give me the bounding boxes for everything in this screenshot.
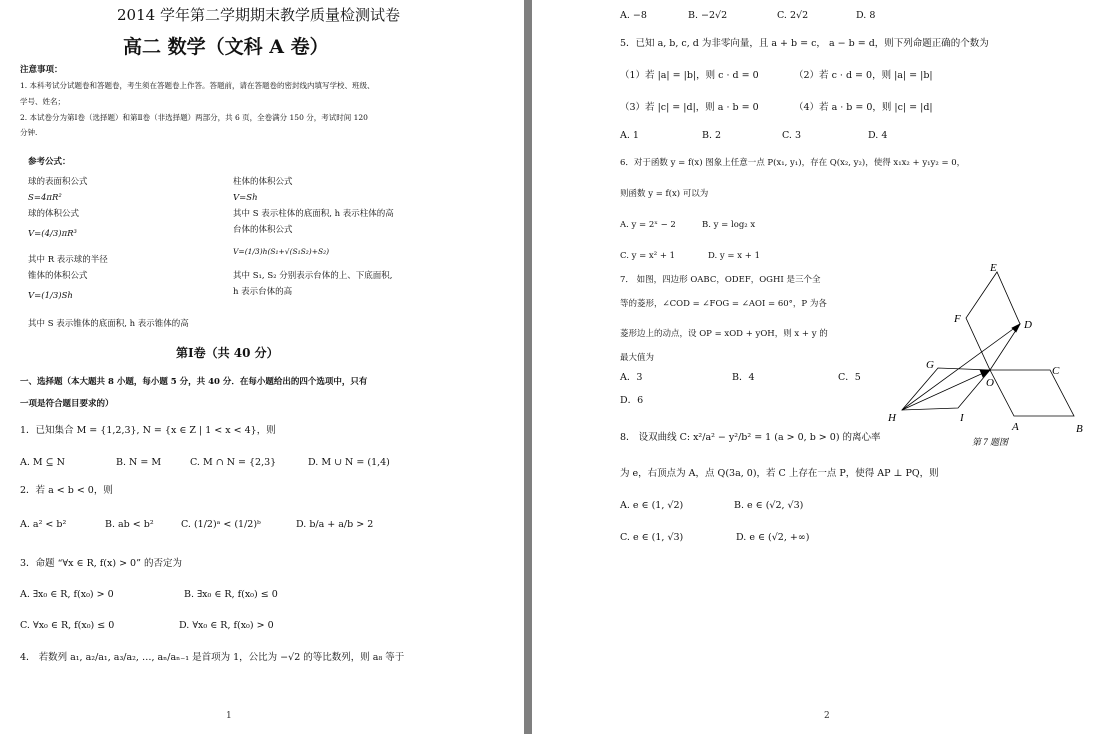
formula-left: 球的表面积公式 <box>28 177 88 187</box>
figure-label-f: F <box>954 313 961 325</box>
q7-option-a: A．3 <box>620 372 643 383</box>
q1-option-d: D. M ∪ N = (1,4) <box>308 457 390 468</box>
q5-stem: 5．已知 a, b, c, d 为非零向量，且 a + b = c， a − b = d，则下列命题正确的个数为 <box>620 38 989 49</box>
q6-option-b: B. y = log₂ x <box>702 220 756 230</box>
page-2 <box>532 0 1094 734</box>
formula-right: 柱体的体积公式 <box>233 177 293 187</box>
q2-option-b: B. ab < b² <box>105 519 154 530</box>
q8-option-c: C. e ∈ (1, √3) <box>620 532 684 543</box>
q7-figure <box>880 258 1092 458</box>
q7-option-b: B．4 <box>732 372 755 383</box>
q2-option-d: D. b/a + a/b > 2 <box>296 519 374 530</box>
formula-right: 其中 S 表示柱体的底面积, h 表示柱体的高 <box>233 209 394 219</box>
q7-option-c: C．5 <box>838 372 861 383</box>
formula-left: S=4πR² <box>28 193 62 203</box>
note-line: 学号、姓名； <box>20 97 65 106</box>
q6-option-a: A. y = 2ˣ − 2 <box>620 220 676 230</box>
q8-option-d: D. e ∈ (√2, +∞) <box>736 532 810 543</box>
note-line: 2. 本试卷分为第Ⅰ卷（选择题）和第Ⅱ卷（非选择题）两部分，共 6 页，全卷满分 150 分，考试时间 120 <box>20 113 368 122</box>
q4-option-a: A. −8 <box>620 10 647 21</box>
q8-stem: 为 e，右顶点为 A，点 Q(3a, 0)，若 C 上存在一点 P，使得 AP ⊥ PQ，则 <box>620 468 939 479</box>
formula-left: 球的体积公式 <box>28 209 80 219</box>
figure-label-c: C <box>1052 365 1060 377</box>
formula-left: V=(4/3)πR³ <box>28 229 77 239</box>
figure-label-g: G <box>926 359 934 371</box>
formula-right: V=Sh <box>233 193 258 203</box>
note-line: 1. 本科考试分试题卷和答题卷，考生须在答题卷上作答。答题前，请在答题卷的密封线内填写学校、班级、 <box>20 81 375 90</box>
figure-label-h: H <box>888 412 896 424</box>
formula-right: V=(1/3)h(S₁+√(S₁S₂)+S₂) <box>233 247 330 256</box>
q6-option-c: C. y = x² + 1 <box>620 251 676 261</box>
q6-stem: 6．对于函数 y = f(x) 图象上任意一点 P(x₁, y₁)，存在 Q(x₂, y₂)，使得 x₁x₂ + y₁y₂ = 0， <box>620 158 966 168</box>
exam-title: 2014 学年第二学期期末教学质量检测试卷 <box>117 6 400 24</box>
figure-caption: 第 7 题图 <box>972 437 1009 447</box>
subject-title: 高二 数学（文科 A 卷） <box>123 36 329 58</box>
q3-option-b: B. ∃x₀ ∈ R, f(x₀) ≤ 0 <box>184 589 278 600</box>
q5-prop: （2）若 c · d = 0，则 |a| = |b| <box>794 70 933 81</box>
notes-heading: 注意事项： <box>20 65 63 75</box>
q5-prop: （1）若 |a| = |b|，则 c · d = 0 <box>620 70 759 81</box>
q2-option-a: A. a² < b² <box>20 519 67 530</box>
q7-stem: 7． 如图，四边形 OABC，ODEF，OGHI 是三个全 <box>620 275 821 285</box>
formula-left: V=(1/3)Sh <box>28 291 73 301</box>
q1-stem: 1．已知集合 M = {1,2,3}, N = {x ∈ Z | 1 < x < 4}，则 <box>20 425 276 436</box>
q1-option-a: A. M ⊆ N <box>20 457 65 468</box>
q6-stem: 则函数 y = f(x) 可以为 <box>620 189 709 199</box>
formula-right: h 表示台体的高 <box>233 287 293 297</box>
formula-right: 台体的体积公式 <box>233 225 293 235</box>
q3-stem: 3．命题 “∀x ∈ R, f(x) > 0” 的否定为 <box>20 558 182 569</box>
section-title: 一项是符合题目要求的） <box>20 399 114 409</box>
q4-option-c: C. 2√2 <box>777 10 809 21</box>
q1-option-b: B. N = M <box>116 457 162 468</box>
q3-option-a: A. ∃x₀ ∈ R, f(x₀) > 0 <box>20 589 114 600</box>
figure-label-o: O <box>986 377 994 389</box>
figure-label-i: I <box>960 412 964 424</box>
q8-option-a: A. e ∈ (1, √2) <box>620 500 684 511</box>
q1-option-c: C. M ∩ N = {2,3} <box>190 457 277 468</box>
q7-stem: 菱形边上的动点，设 OP = xOD + yOH，则 x + y 的 <box>620 329 828 339</box>
part-title: 第Ⅰ卷（共 40 分） <box>176 346 279 360</box>
q5-option-a: A. 1 <box>620 130 639 141</box>
q2-option-c: C. (1/2)ᵃ < (1/2)ᵇ <box>181 519 261 530</box>
q5-option-c: C. 3 <box>782 130 802 141</box>
section-title: 一、选择题（本大题共 8 小题，每小题 5 分，共 40 分．在每小题给出的四个选项中，只有 <box>20 377 368 387</box>
page-1 <box>0 0 524 734</box>
q8-stem: 8． 设双曲线 C: x²/a² − y²/b² = 1 (a > 0, b > 0) 的离心率 <box>620 432 881 443</box>
q5-option-d: D. 4 <box>868 130 888 141</box>
q7-option-d: D．6 <box>620 395 644 406</box>
q4-option-d: D. 8 <box>856 10 876 21</box>
q4-option-b: B. −2√2 <box>688 10 728 21</box>
q3-option-d: D. ∀x₀ ∈ R, f(x₀) > 0 <box>179 620 274 631</box>
page-number: 2 <box>824 711 830 721</box>
note-line: 分钟. <box>20 128 38 137</box>
q5-option-b: B. 2 <box>702 130 722 141</box>
q6-option-d: D. y = x + 1 <box>708 251 760 261</box>
formula-left: 其中 R 表示球的半径 <box>28 255 108 265</box>
q5-prop: （4）若 a · b = 0，则 |c| = |d| <box>794 102 933 113</box>
q2-stem: 2．若 a < b < 0，则 <box>20 485 113 496</box>
formula-right: 其中 S₁, S₂ 分别表示台体的上、下底面积, <box>233 271 393 281</box>
q7-stem: 等的菱形，∠COD = ∠FOG = ∠AOI = 60°，P 为各 <box>620 299 827 309</box>
q8-option-b: B. e ∈ (√2, √3) <box>734 500 804 511</box>
q4-stem: 4． 若数列 a₁, a₂/a₁, a₃/a₂, …, aₙ/aₙ₋₁ 是首项为 1，公比为 −√2 的等比数列，则 a₈ 等于 <box>20 652 405 663</box>
figure-label-d: D <box>1024 319 1032 331</box>
formula-left: 锥体的体积公式 <box>28 271 88 281</box>
page-number: 1 <box>226 711 232 721</box>
q5-prop: （3）若 |c| = |d|，则 a · b = 0 <box>620 102 759 113</box>
figure-label-b: B <box>1076 423 1083 435</box>
q7-stem: 最大值为 <box>620 353 655 363</box>
figure-label-a: A <box>1012 421 1019 433</box>
formulas-heading: 参考公式： <box>28 157 71 167</box>
formula-footer: 其中 S 表示锥体的底面积, h 表示锥体的高 <box>28 319 189 329</box>
figure-label-e: E <box>990 262 997 274</box>
q3-option-c: C. ∀x₀ ∈ R, f(x₀) ≤ 0 <box>20 620 115 631</box>
